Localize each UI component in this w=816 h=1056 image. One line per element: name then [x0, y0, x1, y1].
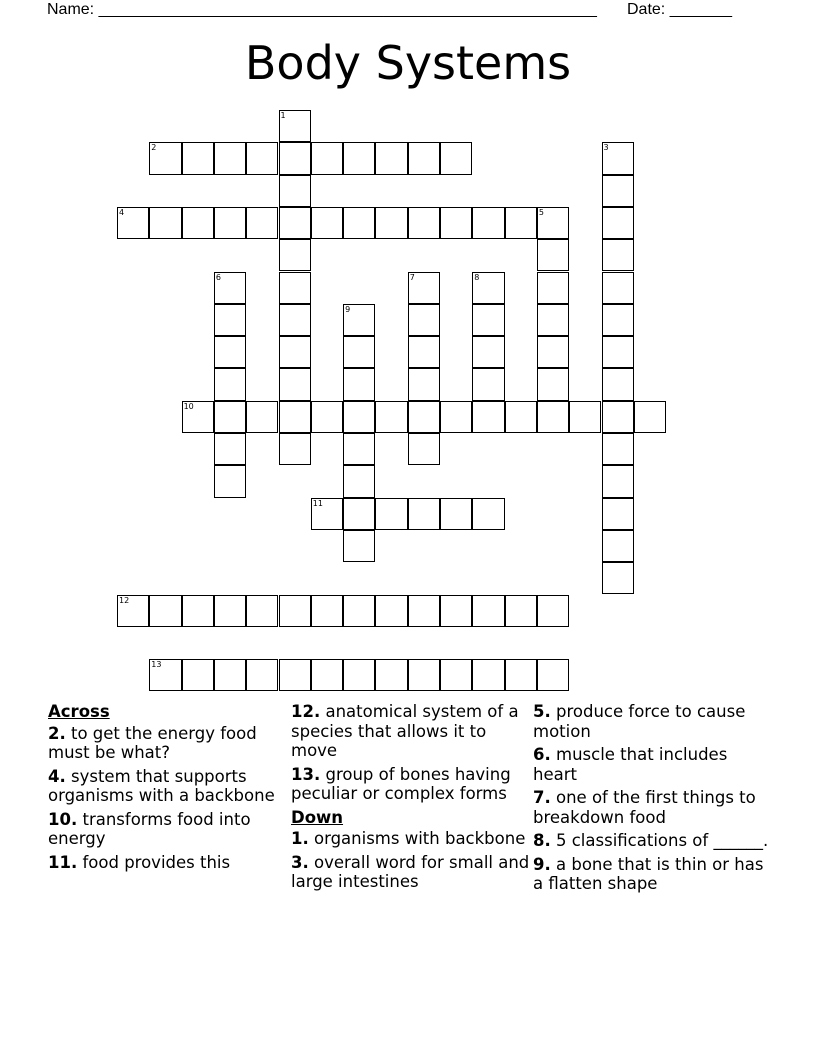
clue-number-label: 5 [538, 207, 544, 217]
crossword-cell[interactable] [343, 304, 375, 336]
crossword-cell[interactable] [279, 401, 311, 433]
crossword-cell[interactable] [311, 595, 343, 627]
crossword-cell[interactable] [375, 401, 407, 433]
clue-number: 9. [533, 854, 551, 874]
crossword-cell[interactable] [408, 304, 440, 336]
crossword-cell[interactable] [214, 465, 246, 497]
name-field-label: Name: ________________________________________________________ [47, 1, 597, 18]
clue-number-label: 12 [119, 595, 130, 605]
clue-across-11 [48, 853, 283, 873]
crossword-cell[interactable] [472, 336, 504, 368]
clue-across-2 [48, 724, 283, 763]
clue-down-8 [533, 831, 773, 851]
crossword-cell[interactable] [602, 239, 634, 271]
crossword-cell[interactable] [537, 304, 569, 336]
crossword-cell[interactable] [440, 498, 472, 530]
crossword-cell[interactable] [440, 207, 472, 239]
crossword-cell[interactable] [375, 498, 407, 530]
crossword-cell[interactable] [343, 401, 375, 433]
crossword-cell[interactable] [375, 142, 407, 174]
crossword-cell[interactable] [214, 207, 246, 239]
crossword-cell[interactable] [408, 433, 440, 465]
clue-number: 13. [291, 764, 321, 784]
clue-number-label: 10 [183, 401, 194, 411]
crossword-cell[interactable] [214, 336, 246, 368]
crossword-cell[interactable] [182, 595, 214, 627]
crossword-cell[interactable] [182, 142, 214, 174]
crossword-cell[interactable] [472, 207, 504, 239]
clue-number-label: 3 [603, 143, 609, 153]
crossword-cell[interactable] [343, 498, 375, 530]
date-field-label: Date: _______ [627, 1, 732, 18]
crossword-cell[interactable] [214, 595, 246, 627]
crossword-cell[interactable] [505, 659, 537, 691]
clue-text: organisms with backbone [308, 829, 526, 848]
crossword-cell[interactable] [472, 401, 504, 433]
clue-number-label: 1 [280, 111, 286, 120]
clue-number: 12. [291, 702, 321, 721]
clue-number: 3. [291, 852, 309, 872]
crossword-cell[interactable] [472, 498, 504, 530]
clue-number: 10. [48, 809, 78, 829]
crossword-cell[interactable] [408, 272, 440, 304]
crossword-cell[interactable] [343, 465, 375, 497]
clue-text: muscle that includes heart [533, 745, 728, 784]
crossword-cell[interactable] [537, 659, 569, 691]
crossword-cell[interactable] [279, 239, 311, 271]
crossword-cell[interactable] [149, 659, 181, 691]
crossword-cell[interactable] [375, 659, 407, 691]
crossword-cell[interactable] [311, 207, 343, 239]
clue-number-label: 9 [345, 304, 351, 314]
crossword-cell[interactable] [343, 659, 375, 691]
crossword-cell[interactable] [634, 401, 666, 433]
crossword-cell[interactable] [343, 595, 375, 627]
clue-number: 5. [533, 702, 551, 721]
clue-down-9 [533, 855, 773, 894]
across-heading: Across [48, 702, 110, 721]
crossword-cell[interactable] [440, 595, 472, 627]
crossword-cell[interactable] [149, 595, 181, 627]
crossword-cell[interactable] [440, 142, 472, 174]
crossword-cell[interactable] [602, 142, 634, 174]
crossword-cell[interactable] [602, 336, 634, 368]
crossword-cell[interactable] [343, 336, 375, 368]
clue-text: to get the energy food must be what? [48, 723, 257, 762]
crossword-cell[interactable] [182, 659, 214, 691]
crossword-cell[interactable] [440, 401, 472, 433]
crossword-cell[interactable] [602, 498, 634, 530]
crossword-cell[interactable] [537, 595, 569, 627]
clue-number: 8. [533, 831, 551, 850]
clue-text: produce force to cause motion [533, 702, 746, 741]
crossword-cell[interactable] [375, 595, 407, 627]
crossword-cell[interactable] [602, 562, 634, 594]
crossword-cell[interactable] [602, 530, 634, 562]
crossword-cell[interactable] [246, 207, 278, 239]
crossword-cell[interactable] [472, 368, 504, 400]
crossword-cell[interactable] [279, 595, 311, 627]
clue-number: 2. [48, 723, 66, 743]
crossword-cell[interactable] [214, 433, 246, 465]
clue-number: 11. [48, 852, 78, 872]
clue-text: food provides this [77, 852, 231, 872]
crossword-cell[interactable] [311, 142, 343, 174]
clue-text: group of bones having peculiar or complex forms [291, 764, 511, 803]
clue-text: transforms food into energy [48, 809, 251, 848]
clue-number-label: 6 [215, 272, 221, 282]
crossword-cell[interactable] [440, 659, 472, 691]
crossword-cell[interactable] [279, 368, 311, 400]
clue-across-10 [48, 810, 283, 849]
clue-down-3 [291, 853, 531, 892]
clue-text: overall word for small and large intestines [291, 852, 530, 891]
clue-across-12 [291, 702, 531, 761]
crossword-cell[interactable] [279, 142, 311, 174]
down-heading: Down [291, 807, 344, 827]
crossword-cell[interactable] [214, 368, 246, 400]
crossword-cell[interactable] [375, 207, 407, 239]
clue-down-1 [291, 829, 531, 849]
clue-down-6 [533, 745, 773, 784]
clue-number: 7. [533, 788, 551, 807]
crossword-cell[interactable] [537, 272, 569, 304]
crossword-cell[interactable] [246, 142, 278, 174]
crossword-cell[interactable] [149, 142, 181, 174]
crossword-cell[interactable] [117, 595, 149, 627]
clue-number-label: 11 [312, 498, 323, 508]
crossword-cell[interactable] [505, 595, 537, 627]
crossword-cell[interactable] [602, 304, 634, 336]
clue-number-label: 2 [151, 143, 157, 153]
crossword-cell[interactable] [279, 433, 311, 465]
crossword-cell[interactable] [279, 304, 311, 336]
clues-column-3 [533, 702, 773, 898]
crossword-cell[interactable] [602, 368, 634, 400]
clue-number: 6. [533, 745, 551, 764]
crossword-cell[interactable] [246, 595, 278, 627]
crossword-cell[interactable] [602, 207, 634, 239]
crossword-cell[interactable] [279, 272, 311, 304]
clue-number-label: 7 [409, 272, 415, 282]
crossword-cell[interactable] [408, 368, 440, 400]
crossword-cell[interactable] [117, 207, 149, 239]
clue-text: system that supports organisms with a backbone [48, 766, 275, 805]
crossword-cell[interactable] [343, 530, 375, 562]
crossword-cell[interactable] [279, 336, 311, 368]
page-title: Body Systems [244, 36, 572, 90]
crossword-cell[interactable] [246, 659, 278, 691]
crossword-cell[interactable] [472, 659, 504, 691]
clues-column-1 [48, 702, 283, 876]
clue-down-5 [533, 702, 773, 741]
crossword-cell[interactable] [408, 498, 440, 530]
crossword-cell[interactable] [343, 368, 375, 400]
crossword-cell[interactable] [602, 433, 634, 465]
crossword-cell[interactable] [537, 239, 569, 271]
crossword-cell[interactable] [182, 401, 214, 433]
crossword-cell[interactable] [149, 207, 181, 239]
clues-column-2 [291, 702, 531, 896]
crossword-cell[interactable] [311, 659, 343, 691]
crossword-cell[interactable] [602, 465, 634, 497]
crossword-cell[interactable] [408, 207, 440, 239]
crossword-cell[interactable] [537, 401, 569, 433]
clue-down-7 [533, 788, 773, 827]
crossword-cell[interactable] [472, 272, 504, 304]
clue-text: a bone that is thin or has a flatten shape [533, 854, 764, 893]
crossword-cell[interactable] [602, 272, 634, 304]
crossword-cell[interactable] [214, 142, 246, 174]
crossword-cell[interactable] [537, 368, 569, 400]
crossword-cell[interactable] [537, 336, 569, 368]
clue-text: one of the first things to breakdown food [533, 788, 756, 827]
clue-text: 5 classifications of ______. [550, 831, 769, 850]
clue-across-4 [48, 767, 283, 806]
crossword-cell[interactable] [182, 207, 214, 239]
crossword-cell[interactable] [311, 498, 343, 530]
crossword-cell[interactable] [602, 401, 634, 433]
crossword-cell[interactable] [408, 336, 440, 368]
crossword-cell[interactable] [505, 207, 537, 239]
clue-across-13 [291, 765, 531, 804]
clue-number: 4. [48, 766, 66, 786]
crossword-cell[interactable] [408, 595, 440, 627]
clue-number: 1. [291, 829, 309, 848]
crossword-cell[interactable] [537, 207, 569, 239]
crossword-cell[interactable] [408, 401, 440, 433]
crossword-cell[interactable] [472, 304, 504, 336]
crossword-cell[interactable] [602, 175, 634, 207]
clue-number-label: 13 [151, 660, 162, 670]
crossword-cell[interactable] [279, 659, 311, 691]
crossword-cell[interactable] [214, 272, 246, 304]
crossword-cell[interactable] [279, 207, 311, 239]
crossword-cell[interactable] [279, 175, 311, 207]
clue-number-label: 8 [474, 272, 480, 282]
crossword-cell[interactable] [246, 401, 278, 433]
crossword-cell[interactable] [343, 433, 375, 465]
crossword-cell[interactable] [214, 659, 246, 691]
crossword-cell[interactable] [343, 142, 375, 174]
crossword-cell[interactable] [408, 142, 440, 174]
crossword-cell[interactable] [343, 207, 375, 239]
crossword-cell[interactable] [505, 401, 537, 433]
crossword-cell[interactable] [472, 595, 504, 627]
crossword-cell[interactable] [311, 401, 343, 433]
crossword-cell[interactable] [408, 659, 440, 691]
crossword-cell[interactable] [214, 401, 246, 433]
crossword-cell[interactable] [569, 401, 601, 433]
crossword-cell[interactable] [214, 304, 246, 336]
clue-text: anatomical system of a species that allows it to move [291, 702, 519, 760]
clue-number-label: 4 [119, 207, 125, 217]
crossword-cell[interactable] [279, 110, 311, 142]
